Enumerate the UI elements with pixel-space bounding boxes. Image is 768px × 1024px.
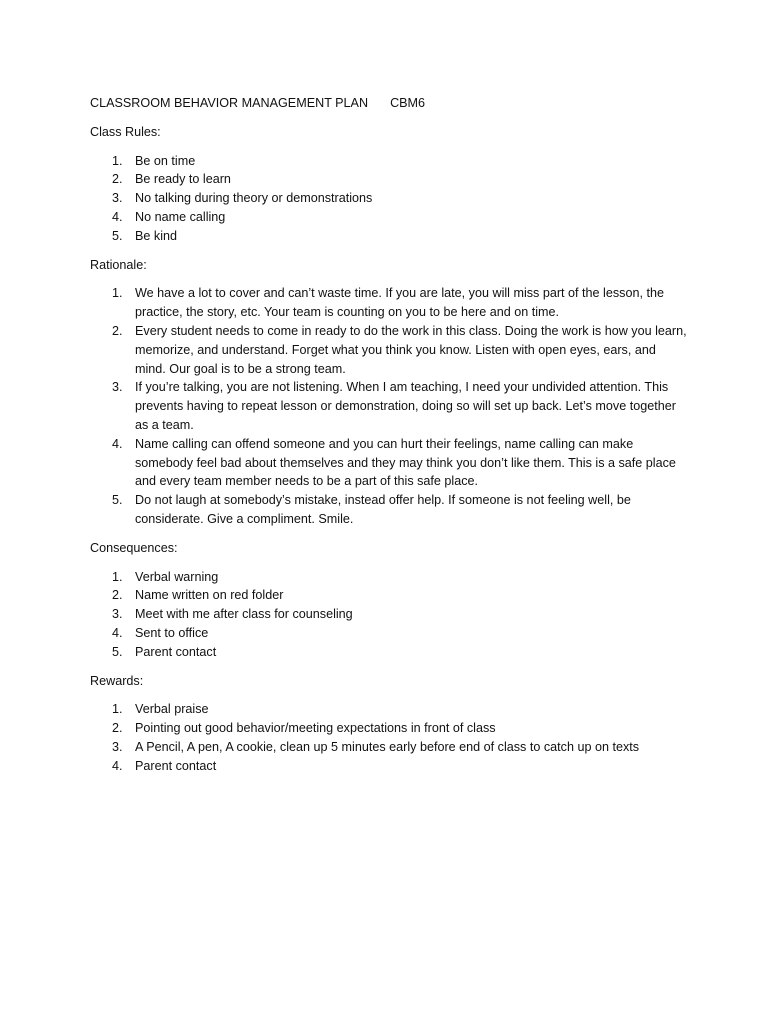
class-rules-list [90,152,688,246]
list-item: 3. If you’re talking, you are not listening. When I am teaching, I need your undivided attention. This prevents having to repeat lesson or demonstration, doing so will set up back. Let’s move together as a team. [112,380,676,432]
list-item: 2. Every student needs to come in ready to do the work in this class. Doing the work is how you learn, memorize, and understand. Forget what you think you know. Listen with open eyes, ears, and mind. Our goal is to be a strong team. [112,323,687,376]
list-item: 1. Verbal praise [112,702,209,717]
list-item: 1. Be on time [112,153,196,168]
list-item: 3. A Pencil, A pen, A cookie, clean up 5 minutes early before end of class to catch up on texts [112,739,640,754]
list-item: 1. Verbal warning [112,569,219,584]
list-item: 4. Name calling can offend someone and you can hurt their feelings, name calling can make somebody feel bad about themselves and they may think you don’t like them. This is a safe place and every team member needs to be a part of this safe place. [112,436,676,489]
document-code: CBM6 [390,96,426,110]
list-item: 2. Be ready to learn [112,172,231,187]
rewards-heading: Rewards: [90,673,144,688]
list-item: 1. We have a lot to cover and can’t waste time. If you are late, you will miss part of the lesson, the practice, the story, etc. Your team is counting on you to be here and on time. [112,286,664,320]
rewards-list [90,700,688,775]
document-title-line [90,94,688,113]
document-title: CLASSROOM BEHAVIOR MANAGEMENT PLAN [90,96,369,110]
list-item: 5. Parent contact [112,644,217,659]
list-item: 2. Pointing out good behavior/meeting expectations in front of class [112,721,496,736]
list-item: 2. Name written on red folder [112,588,284,603]
list-item: 5. Do not laugh at somebody’s mistake, instead offer help. If someone is not feeling well, be considerate. Give a compliment. Smile. [112,493,631,526]
list-item: 3. Meet with me after class for counseling [112,607,353,622]
list-item: 4. Parent contact [112,758,217,773]
consequences-list [90,568,688,662]
rationale-heading: Rationale: [90,257,147,272]
list-item: 5. Be kind [112,228,178,243]
list-item: 4. No name calling [112,209,226,224]
class-rules-heading: Class Rules: [90,124,161,139]
rationale-list [90,284,688,528]
list-item: 3. No talking during theory or demonstrations [112,191,373,206]
consequences-heading: Consequences: [90,540,178,555]
list-item: 4. Sent to office [112,625,209,640]
